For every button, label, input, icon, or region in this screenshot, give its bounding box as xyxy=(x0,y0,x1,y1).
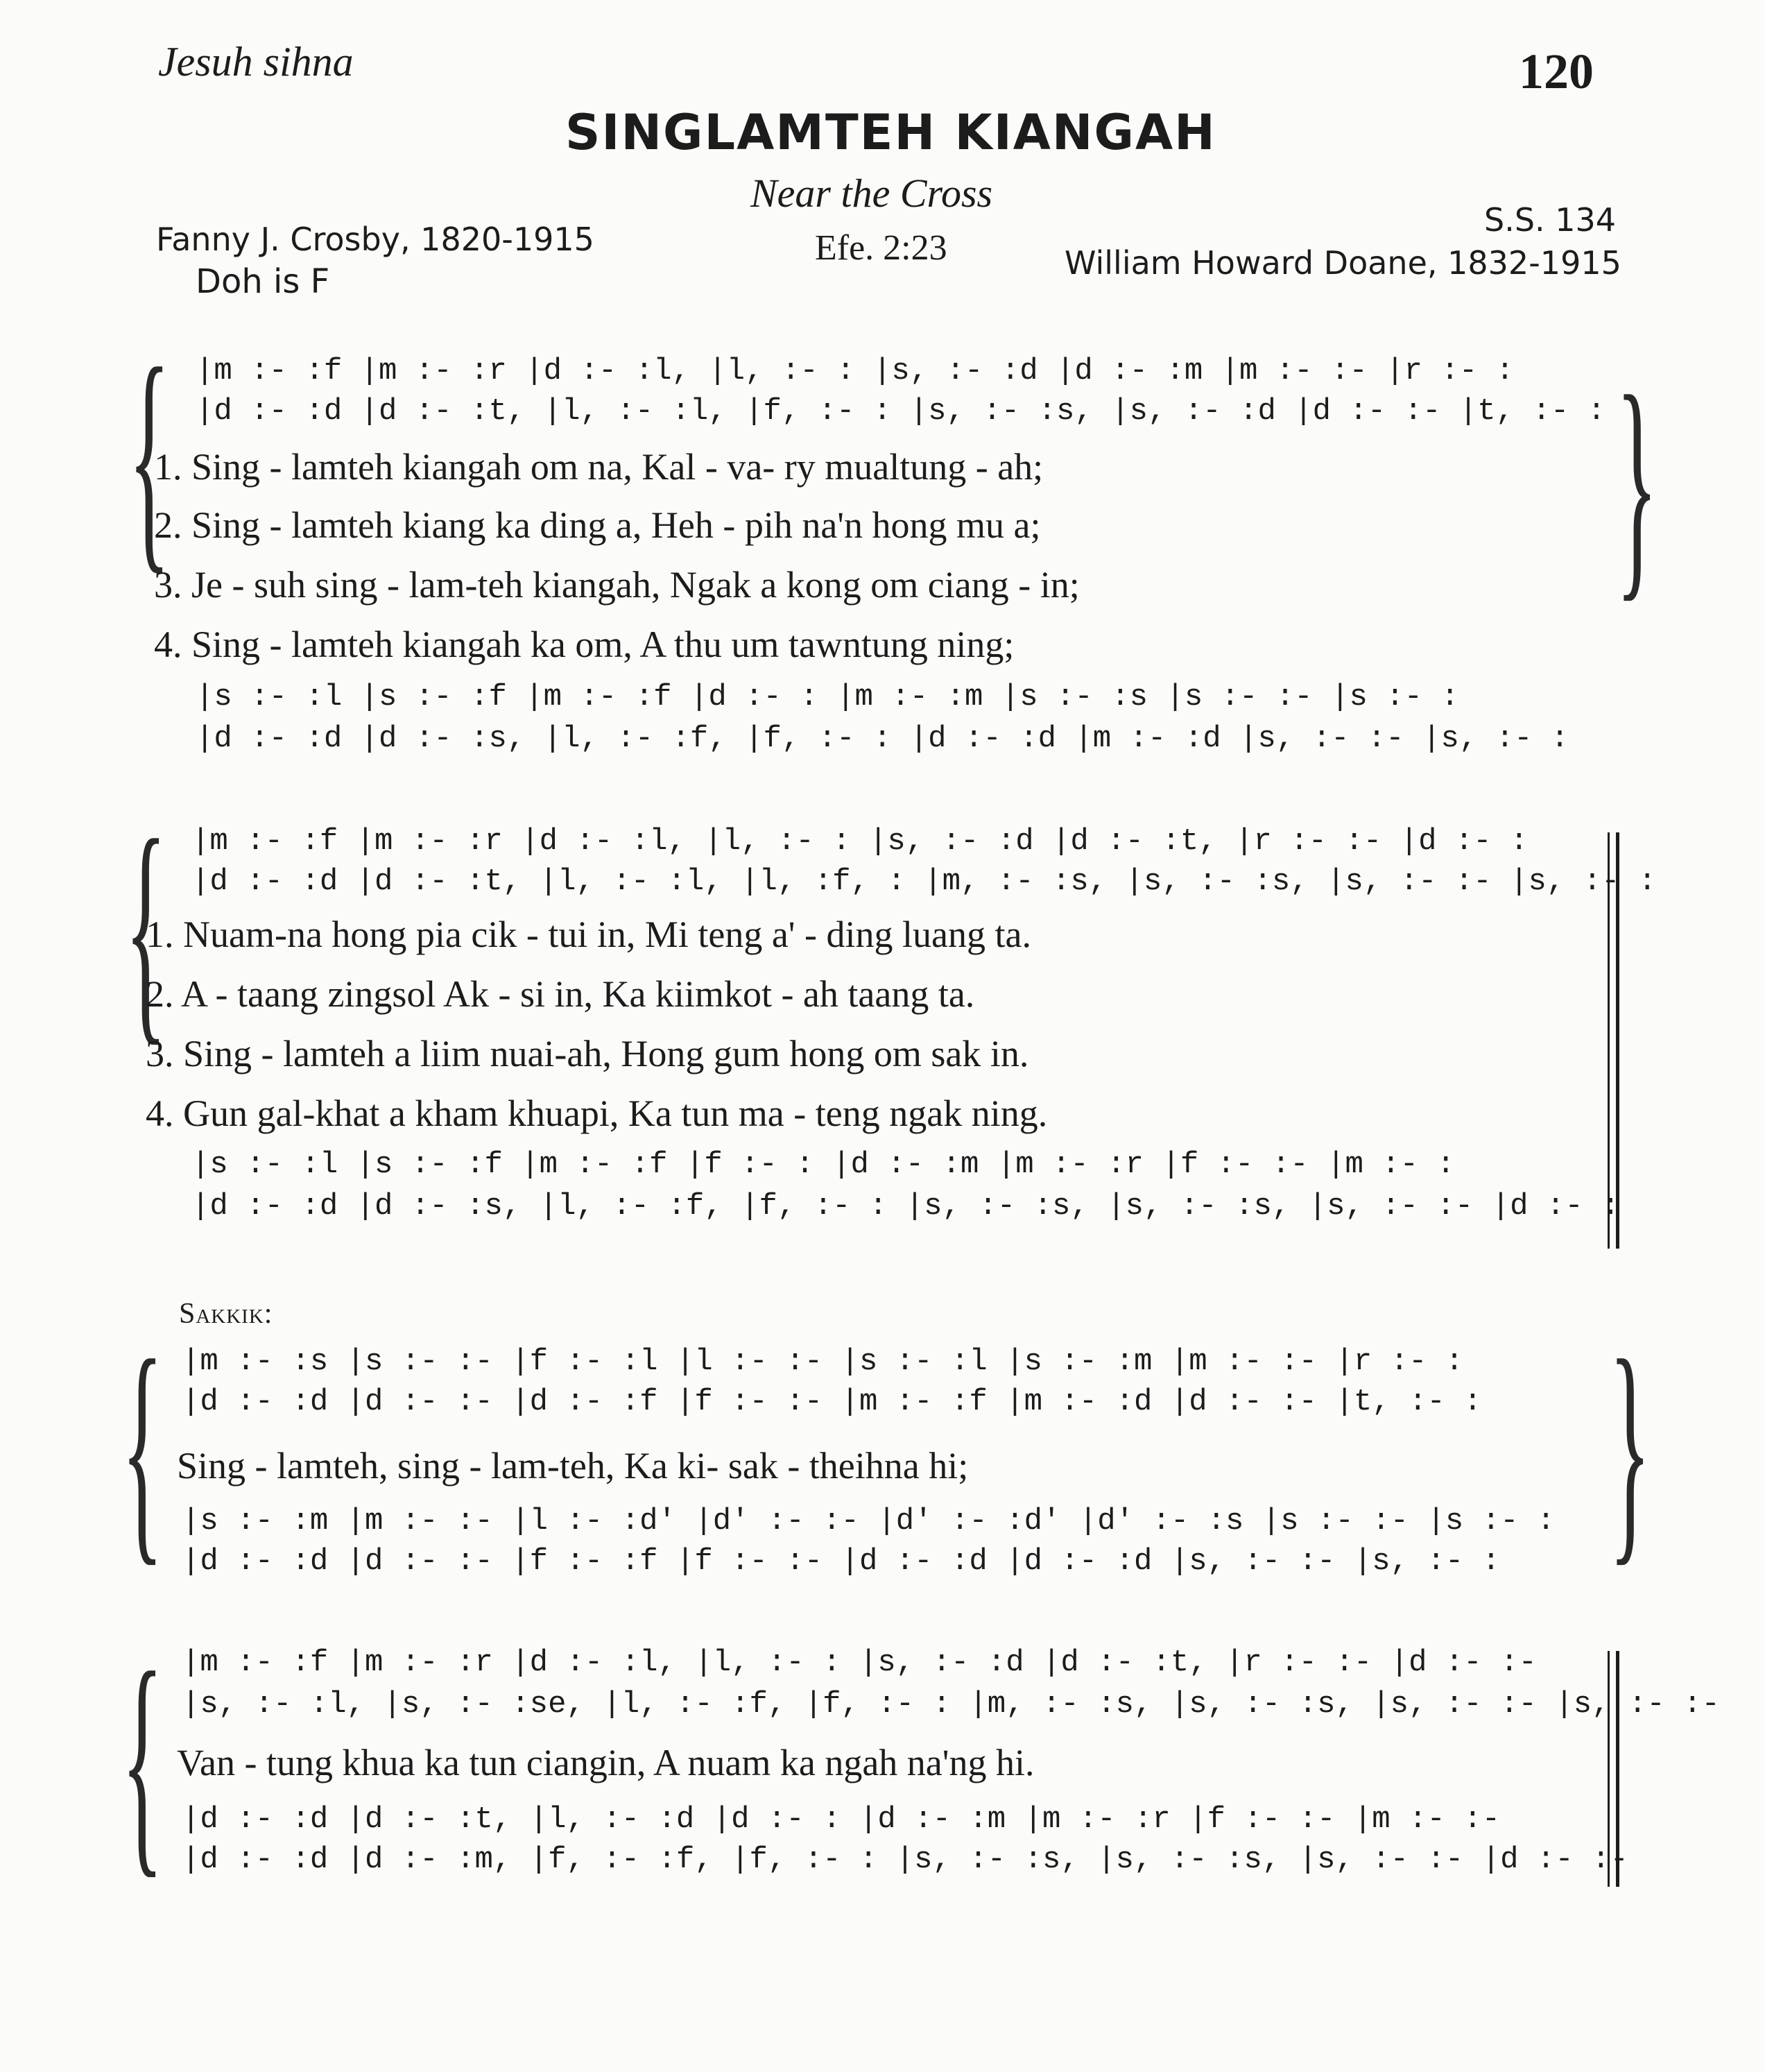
tenor-notes: |s :- :l |s :- :f |m :- :f |f :- : |d :- :m |m :- :r |f :- :- |m :- : xyxy=(191,1147,1455,1182)
left-brace-4: { xyxy=(121,1621,164,1898)
soprano-notes: |m :- :s |s :- :- |f :- :l |l :- :- |s :- :l |s :- :m |m :- :- |r :- : xyxy=(182,1344,1464,1379)
refrain-line-1: Sing - lamteh, sing - lam-teh, Ka ki- sak - theihna hi; xyxy=(177,1445,969,1487)
left-brace-1: { xyxy=(128,317,171,594)
soprano-notes: |m :- :f |m :- :r |d :- :l, |l, :- : |s, :- :d |d :- :t, |r :- :- |d :- : xyxy=(191,824,1529,859)
tenor-notes: |s :- :m |m :- :- |l :- :d' |d' :- :- |d' :- :d' |d' :- :s |s :- :- |s :- : xyxy=(182,1504,1556,1539)
verse-1-line-2: 1. Nuam-na hong pia cik - tui in, Mi teng a' - ding luang ta. xyxy=(146,914,1031,955)
verse-3-line-2: 3. Sing - lamteh a liim nuai-ah, Hong gum hong om sak in. xyxy=(146,1033,1029,1074)
lyricist: Fanny J. Crosby, 1820-1915 xyxy=(156,221,594,258)
refrain-label: Sakkik: xyxy=(179,1298,273,1330)
verse-4-line-2: 4. Gun gal-khat a kham khuapi, Ka tun ma - teng ngak ning. xyxy=(146,1093,1048,1134)
song-title: SINGLAMTEH KIANGAH xyxy=(565,104,1216,161)
verse-3-line-1: 3. Je - suh sing - lam-teh kiangah, Ngak a kong om ciang - in; xyxy=(154,564,1080,606)
left-brace-3: { xyxy=(121,1309,164,1586)
right-brace-3: } xyxy=(1609,1309,1651,1586)
soprano-notes: |m :- :f |m :- :r |d :- :l, |l, :- : |s, :- :d |d :- :m |m :- :- |r :- : xyxy=(196,354,1515,388)
verse-2-line-2: 2. A - taang zingsol Ak - si in, Ka kiimkot - ah taang ta. xyxy=(146,973,975,1015)
key-signature: Doh is F xyxy=(196,262,330,301)
song-subtitle: Near the Cross xyxy=(750,171,993,216)
alto-notes: |d :- :d |d :- :t, |l, :- :l, |l, :f, : |m, :- :s, |s, :- :s, |s, :- :- |s, :- : xyxy=(191,864,1657,899)
bass-notes: |d :- :d |d :- :s, |l, :- :f, |f, :- : |d :- :d |m :- :d |s, :- :- |s, :- : xyxy=(196,721,1569,756)
alto-notes: |d :- :d |d :- :t, |l, :- :l, |f, :- : |s, :- :s, |s, :- :d |d :- :- |t, :- : xyxy=(196,394,1606,429)
bass-notes: |d :- :d |d :- :m, |f, :- :f, |f, :- : |s, :- :s, |s, :- :s, |s, :- :- |d :- :- xyxy=(182,1842,1628,1877)
page-number: 120 xyxy=(1519,44,1594,99)
hymnal-reference: S.S. 134 xyxy=(1484,201,1617,239)
right-brace-1: } xyxy=(1616,345,1658,622)
section-header: Jesuh sihna xyxy=(158,39,354,85)
bass-notes: |d :- :d |d :- :- |f :- :f |f :- :- |d :- :d |d :- :d |s, :- :- |s, :- : xyxy=(182,1544,1501,1579)
verse-1-line-1: 1. Sing - lamteh kiangah om na, Kal - va- ry mualtung - ah; xyxy=(154,446,1044,488)
tenor-notes: |d :- :d |d :- :t, |l, :- :d |d :- : |d :- :m |m :- :r |f :- :- |m :- :- xyxy=(182,1802,1501,1837)
scripture-reference: Efe. 2:23 xyxy=(815,228,947,268)
alto-notes: |d :- :d |d :- :- |d :- :f |f :- :- |m :- :f |m :- :d |d :- :- |t, :- : xyxy=(182,1385,1482,1419)
left-brace-2: { xyxy=(125,789,167,1065)
tenor-notes: |s :- :l |s :- :f |m :- :f |d :- : |m :- :m |s :- :s |s :- :- |s :- : xyxy=(196,680,1459,714)
soprano-notes: |m :- :f |m :- :r |d :- :l, |l, :- : |s, :- :d |d :- :t, |r :- :- |d :- :- xyxy=(182,1645,1537,1680)
verse-2-line-1: 2. Sing - lamteh kiang ka ding a, Heh - pih na'n hong mu a; xyxy=(154,504,1041,546)
alto-notes: |s, :- :l, |s, :- :se, |l, :- :f, |f, :- : |m, :- :s, |s, :- :s, |s, :- :- |s, :- :- xyxy=(182,1687,1720,1722)
refrain-line-2: Van - tung khua ka tun ciangin, A nuam ka ngah na'ng hi. xyxy=(177,1742,1035,1783)
verse-4-line-1: 4. Sing - lamteh kiangah ka om, A thu um tawntung ning; xyxy=(154,624,1015,665)
bass-notes: |d :- :d |d :- :s, |l, :- :f, |f, :- : |s, :- :s, |s, :- :s, |s, :- :- |d :- : xyxy=(191,1189,1620,1224)
composer: William Howard Doane, 1832-1915 xyxy=(1065,244,1621,282)
